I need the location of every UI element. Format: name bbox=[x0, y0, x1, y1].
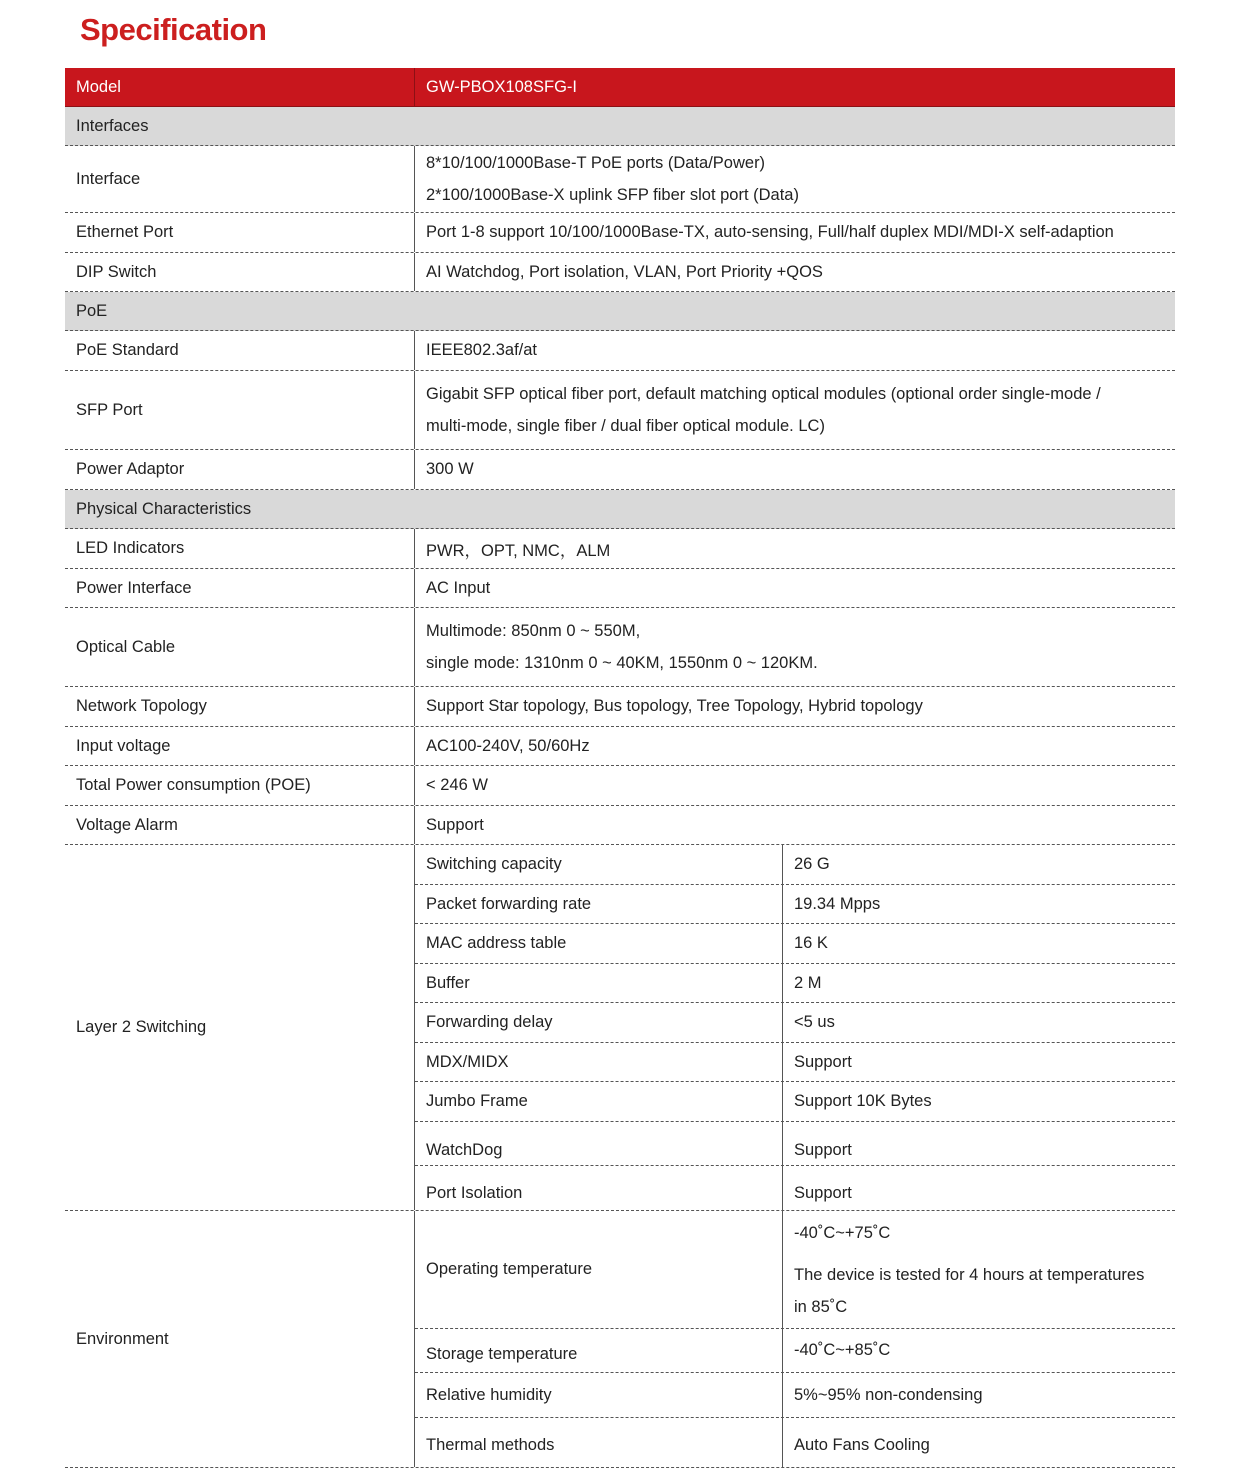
sub-value: 26 G bbox=[782, 845, 1175, 884]
row-label: Optical Cable bbox=[76, 637, 176, 656]
sub-row bbox=[415, 1329, 1175, 1373]
row-sfp-port bbox=[65, 371, 1175, 450]
sub-value: Support bbox=[782, 1122, 1175, 1165]
page-title: Specification bbox=[80, 12, 267, 47]
row-optical-cable bbox=[65, 608, 1175, 687]
value-line: Gigabit SFP optical fiber port, default matching optical modules (optional order single-mode / bbox=[426, 385, 1101, 403]
sub-row bbox=[415, 924, 1175, 964]
sub-row bbox=[415, 1418, 1175, 1467]
row-value: Support bbox=[414, 806, 1175, 844]
sub-key: Buffer bbox=[426, 973, 470, 992]
section-interfaces bbox=[65, 107, 1175, 146]
sub-key: Operating temperature bbox=[426, 1260, 593, 1278]
row-value: AI Watchdog, Port isolation, VLAN, Port Priority +QOS bbox=[414, 253, 1175, 291]
sub-value: Auto Fans Cooling bbox=[782, 1418, 1175, 1467]
row-value: AC100-240V, 50/60Hz bbox=[414, 727, 1175, 765]
section-title: Interfaces bbox=[76, 116, 149, 135]
row-power-interface bbox=[65, 569, 1175, 608]
row-voltage-alarm bbox=[65, 806, 1175, 845]
section-title: PoE bbox=[76, 301, 108, 320]
sub-key: MAC address table bbox=[426, 934, 567, 952]
sub-value: 16 K bbox=[782, 924, 1175, 963]
row-label: Total Power consumption (POE) bbox=[76, 776, 311, 794]
layer2-items bbox=[414, 845, 1175, 1210]
row-value: Support Star topology, Bus topology, Tree Topology, Hybrid topology bbox=[414, 687, 1175, 726]
group-label: Environment bbox=[76, 1329, 169, 1348]
sub-value: 2 M bbox=[782, 964, 1175, 1002]
row-label: PoE Standard bbox=[76, 341, 179, 359]
row-label: Interface bbox=[76, 169, 141, 188]
model-row bbox=[65, 68, 1175, 107]
sub-value: Support bbox=[782, 1166, 1175, 1210]
row-label: Network Topology bbox=[76, 697, 207, 715]
row-label: SFP Port bbox=[76, 400, 143, 419]
sub-value: -40˚C~+85˚C bbox=[782, 1329, 1175, 1372]
sub-row bbox=[415, 1082, 1175, 1122]
sub-key: MDX/MIDX bbox=[426, 1052, 509, 1071]
sub-row bbox=[415, 964, 1175, 1003]
sub-key: Port Isolation bbox=[426, 1183, 523, 1202]
row-led-indicators bbox=[65, 529, 1175, 569]
value-line: Multimode: 850nm 0 ~ 550M, bbox=[426, 622, 641, 640]
row-value: IEEE802.3af/at bbox=[414, 331, 1175, 370]
sub-row bbox=[415, 1003, 1175, 1043]
environment-items bbox=[414, 1211, 1175, 1467]
row-label: Power Interface bbox=[76, 578, 192, 597]
sub-value: <5 us bbox=[782, 1003, 1175, 1042]
value-line: The device is tested for 4 hours at temperatures bbox=[794, 1265, 1145, 1284]
group-label: Layer 2 Switching bbox=[76, 1018, 207, 1036]
model-value: GW-PBOX108SFG-I bbox=[414, 68, 1175, 106]
row-label: LED Indicators bbox=[76, 539, 185, 557]
spec-table bbox=[65, 68, 1175, 1468]
sub-key: Switching capacity bbox=[426, 855, 562, 873]
value-line: single mode: 1310nm 0 ~ 40KM, 1550nm 0 ~ 120KM. bbox=[426, 654, 818, 672]
row-value bbox=[414, 146, 1175, 212]
row-network-topology bbox=[65, 687, 1175, 727]
sub-row bbox=[415, 845, 1175, 885]
group-environment bbox=[65, 1211, 1175, 1468]
sub-row bbox=[415, 1373, 1175, 1418]
row-value bbox=[414, 371, 1175, 449]
section-physical bbox=[65, 490, 1175, 529]
sub-row bbox=[415, 1122, 1175, 1166]
sub-row bbox=[415, 1211, 1175, 1329]
sub-key: Forwarding delay bbox=[426, 1013, 553, 1031]
sub-key: Storage temperature bbox=[426, 1345, 578, 1363]
row-value bbox=[414, 608, 1175, 686]
value-line: 8*10/100/1000Base-T PoE ports (Data/Power) bbox=[426, 154, 766, 172]
sub-row bbox=[415, 885, 1175, 924]
sub-value bbox=[782, 1211, 1175, 1328]
model-label: Model bbox=[76, 77, 121, 96]
row-input-voltage bbox=[65, 727, 1175, 766]
sub-row bbox=[415, 1043, 1175, 1082]
value-line: in 85˚C bbox=[794, 1297, 848, 1316]
row-value: Port 1-8 support 10/100/1000Base-TX, auto-sensing, Full/half duplex MDI/MDI-X self-adaption bbox=[414, 213, 1175, 252]
sub-value: 5%~95% non-condensing bbox=[782, 1373, 1175, 1417]
row-label: DIP Switch bbox=[76, 262, 157, 281]
row-value: PWR，OPT, NMC，ALM bbox=[414, 529, 1175, 568]
row-label: Input voltage bbox=[76, 736, 171, 755]
sub-key: WatchDog bbox=[426, 1141, 503, 1159]
group-layer2 bbox=[65, 845, 1175, 1211]
row-interface bbox=[65, 146, 1175, 213]
sub-value: Support 10K Bytes bbox=[782, 1082, 1175, 1121]
sub-key: Packet forwarding rate bbox=[426, 894, 592, 913]
row-power-adaptor bbox=[65, 450, 1175, 490]
row-total-power bbox=[65, 766, 1175, 806]
sub-row bbox=[415, 1166, 1175, 1210]
row-poe-standard bbox=[65, 331, 1175, 371]
section-title: Physical Characteristics bbox=[76, 499, 252, 518]
row-value: < 246 W bbox=[414, 766, 1175, 805]
section-poe bbox=[65, 292, 1175, 331]
row-label: Power Adaptor bbox=[76, 460, 185, 478]
row-dip-switch bbox=[65, 253, 1175, 292]
value-line: multi-mode, single fiber / dual fiber optical module. LC) bbox=[426, 417, 825, 435]
row-value: 300 W bbox=[414, 450, 1175, 489]
value-line: -40˚C~+75˚C bbox=[794, 1223, 891, 1242]
row-value: AC Input bbox=[414, 569, 1175, 607]
value-line: 2*100/1000Base-X uplink SFP fiber slot port (Data) bbox=[426, 186, 799, 204]
sub-key: Relative humidity bbox=[426, 1385, 552, 1404]
row-label: Ethernet Port bbox=[76, 223, 174, 241]
sub-key: Jumbo Frame bbox=[426, 1092, 528, 1110]
row-label: Voltage Alarm bbox=[76, 815, 178, 834]
sub-value: Support bbox=[782, 1043, 1175, 1081]
sub-value: 19.34 Mpps bbox=[782, 885, 1175, 923]
sub-key: Thermal methods bbox=[426, 1436, 555, 1454]
row-ethernet-port bbox=[65, 213, 1175, 253]
